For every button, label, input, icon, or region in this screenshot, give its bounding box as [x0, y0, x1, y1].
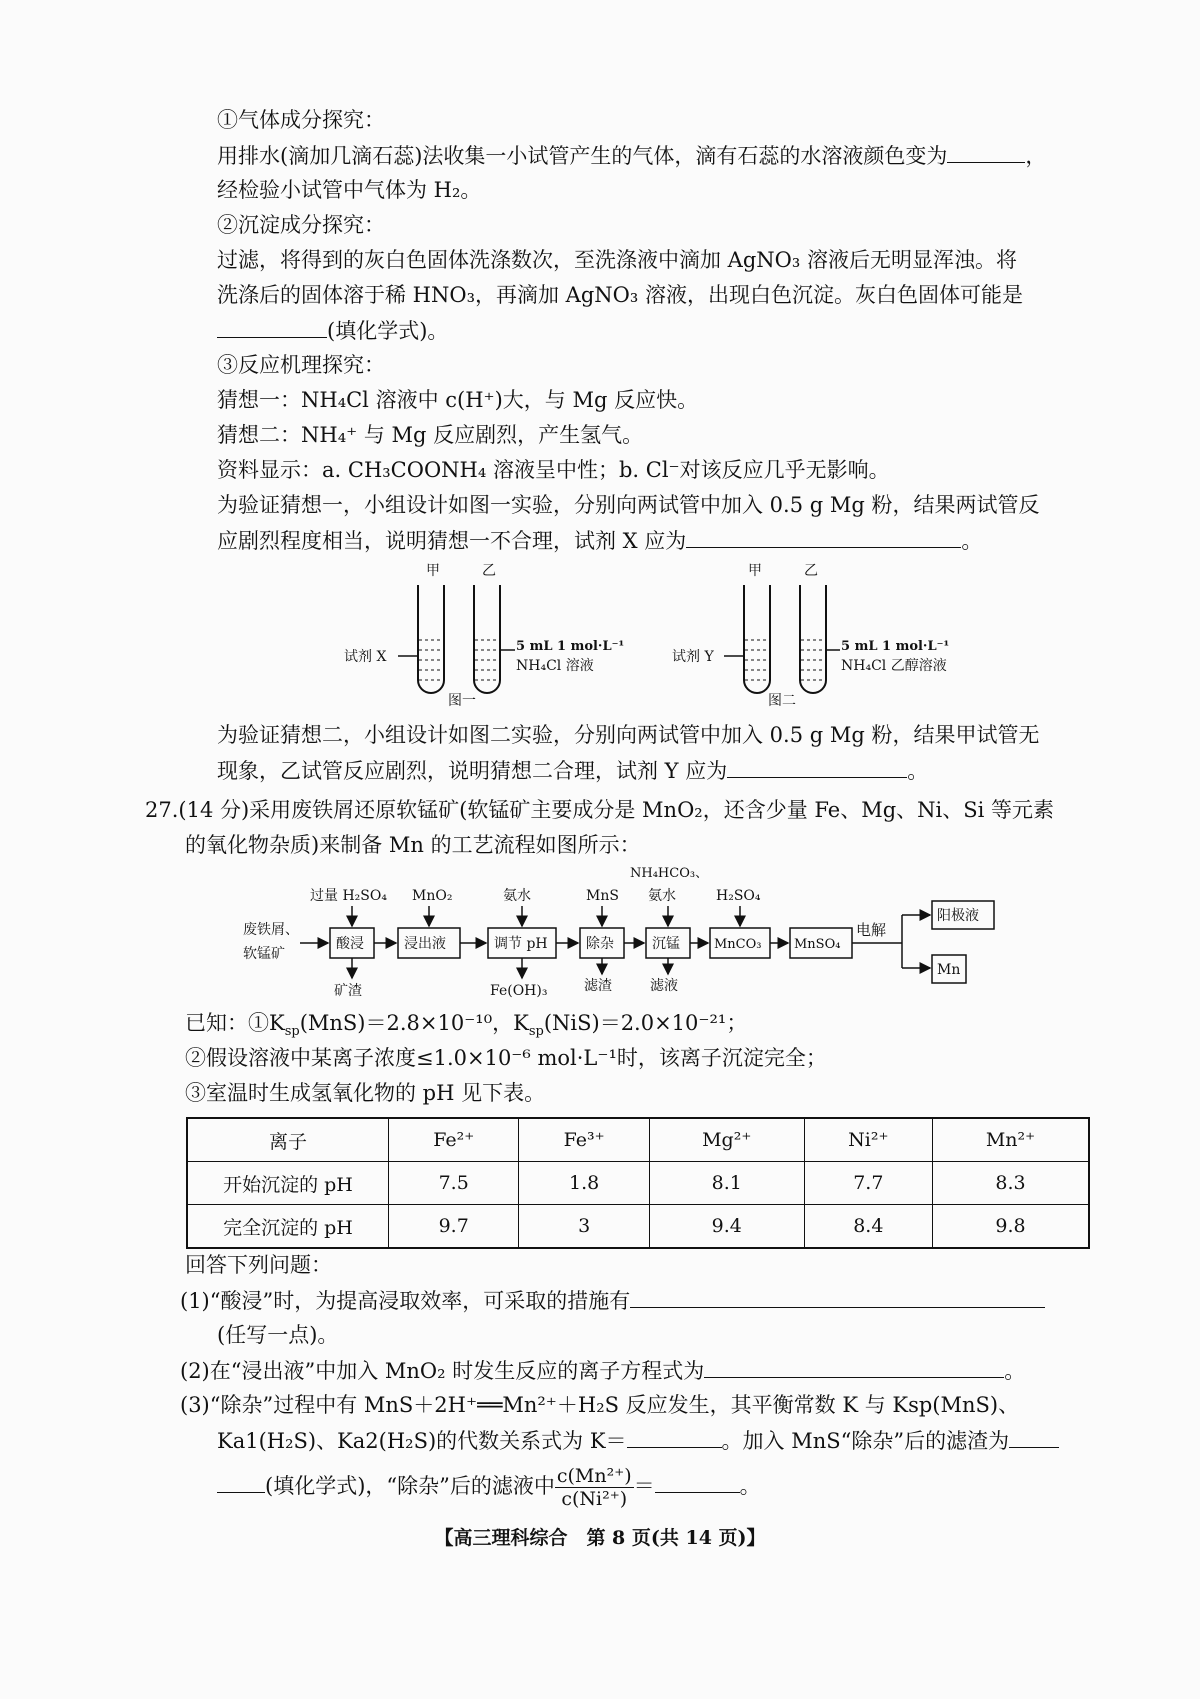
verify2-text: 现象，乙试管反应剧烈，说明猜想二合理，试剂 Y 应为	[217, 759, 728, 783]
verify1-line1: 为验证猜想一，小组设计如图一实验，分别向两试管中加入 0.5 g Mg 粉，结果两试管反	[217, 493, 1040, 517]
q27-intro-line2: 的氧化物杂质)来制备 Mn 的工艺流程如图所示：	[185, 833, 641, 857]
answer-blank[interactable]	[217, 1470, 265, 1493]
fraction-numerator: c(Mn²⁺)	[556, 1465, 632, 1487]
table-cell: 7.5	[389, 1162, 519, 1205]
raw-material-2: 软锰矿	[243, 946, 285, 962]
step-acid-leach: 酸浸	[336, 936, 364, 952]
step-mnco3: MnCO₃	[714, 937, 762, 952]
fig1-caption: 图一	[448, 693, 476, 709]
q1-line2: (任写一点)。	[217, 1323, 339, 1347]
q3-equals: ＝	[633, 1474, 655, 1498]
step-box-acid-leach	[330, 928, 374, 958]
table-row	[187, 1205, 1089, 1249]
step-box-adjust-ph	[488, 928, 556, 958]
input-mno2: MnO₂	[412, 888, 453, 904]
verify1-text: 应剧烈程度相当，说明猜想一不合理，试剂 X 应为	[217, 529, 687, 553]
q27-intro-line1: 27.(14 分)采用废铁屑还原软锰矿(软锰矿主要成分是 MnO₂，还含少量 Fe、Mg、Ni、Si 等元素	[145, 798, 1055, 822]
product-anolyte: 阳极液	[937, 908, 979, 924]
part3-heading: ③反应机理探究：	[217, 353, 385, 377]
part2-line1: 过滤，将得到的灰白色固体洗涤数次，至洗涤液中滴加 AgNO₃ 溶液后无明显浑浊。将	[217, 248, 1017, 272]
fig2-tube-a-label: 甲	[748, 563, 762, 579]
q2-end: 。	[1004, 1359, 1026, 1383]
verify2-end: 。	[907, 759, 929, 783]
q3-line1: (3)“除杂”过程中有 MnS＋2H⁺══Mn²⁺＋H₂S 反应发生，其平衡常数 K 与 Ksp(MnS)、	[180, 1393, 1020, 1417]
ph-table	[186, 1117, 1090, 1249]
questions-lead: 回答下列问题：	[185, 1253, 332, 1277]
known-1-sub2: sp	[528, 1024, 544, 1040]
step-box-mnco3	[710, 928, 770, 958]
step-box-mnso4	[790, 928, 852, 958]
output-filtrate: 滤液	[650, 978, 678, 994]
fig1-tube-b-label: 乙	[482, 563, 496, 579]
step-box-leachate	[398, 928, 460, 958]
known-1	[185, 1008, 747, 1047]
part2-heading: ②沉淀成分探究：	[217, 213, 385, 237]
known-1-a: 已知：①K	[185, 1011, 285, 1035]
known-1-b: (MnS)＝2.8×10⁻¹⁰，K	[299, 1011, 529, 1035]
table-cell: 8.1	[649, 1162, 804, 1205]
table-cell: 开始沉淀的 pH	[187, 1162, 389, 1205]
q3-end: 。	[739, 1474, 761, 1498]
q1-line1	[180, 1285, 1045, 1316]
known-3: ③室温时生成氢氧化物的 pH 见下表。	[185, 1081, 546, 1105]
table-cell: 7.7	[804, 1162, 932, 1205]
table-row	[187, 1162, 1089, 1205]
fig1-reagent-label: 试剂 X	[344, 649, 387, 665]
table-cell: 8.4	[804, 1205, 932, 1249]
table-cell: 8.3	[933, 1162, 1090, 1205]
answer-blank[interactable]	[655, 1470, 740, 1493]
step-box-precipitate-mn	[646, 928, 690, 958]
fig2-caption: 图二	[768, 693, 796, 709]
table-cell: 9.7	[389, 1205, 519, 1249]
table-header-cell: Mg²⁺	[649, 1118, 804, 1162]
step-precipitate-mn: 沉锰	[652, 936, 680, 952]
product-box-mn	[932, 955, 966, 983]
table-header-cell: Ni²⁺	[804, 1118, 932, 1162]
fig1-tube-a-label: 甲	[426, 563, 440, 579]
step-purify: 除杂	[586, 936, 614, 952]
answer-blank[interactable]	[1009, 1425, 1059, 1448]
input-mns: MnS	[586, 888, 619, 904]
output-feoh3: Fe(OH)₃	[490, 983, 548, 999]
table-header-cell: 离子	[187, 1118, 389, 1162]
step-box-purify	[580, 928, 624, 958]
part1-line1-end: ，	[1025, 144, 1047, 168]
part1-heading: ①气体成分探究：	[217, 108, 385, 132]
table-cell: 9.8	[933, 1205, 1090, 1249]
table-cell: 3	[519, 1205, 649, 1249]
info-text: 资料显示：a. CH₃COONH₄ 溶液呈中性；b. Cl⁻对该反应几乎无影响。	[217, 458, 890, 482]
table-header-row	[187, 1118, 1089, 1162]
table-header-cell: Mn²⁺	[933, 1118, 1090, 1162]
electrolysis-label: 电解	[856, 921, 887, 939]
q3-text-b: 。加入 MnS“除杂”后的滤渣为	[721, 1429, 1010, 1453]
fig1-solution-line2: NH₄Cl 溶液	[516, 658, 594, 674]
guess-1: 猜想一：NH₄Cl 溶液中 c(H⁺)大，与 Mg 反应快。	[217, 388, 699, 412]
product-box-anolyte	[932, 901, 994, 929]
known-1-c: (NiS)＝2.0×10⁻²¹；	[543, 1011, 748, 1035]
part2-line3-text: (填化学式)。	[327, 319, 449, 343]
answer-blank[interactable]	[630, 1285, 1045, 1308]
input-ammonia-2: 氨水	[648, 888, 676, 904]
fig2-tube-b-label: 乙	[804, 563, 818, 579]
answer-blank[interactable]	[627, 1425, 722, 1448]
table-header-cell: Fe²⁺	[389, 1118, 519, 1162]
part1-text: 用排水(滴加几滴石蕊)法收集一小试管产生的气体，滴有石蕊的水溶液颜色变为	[217, 144, 948, 168]
step-leachate: 浸出液	[404, 936, 446, 952]
table-cell: 1.8	[519, 1162, 649, 1205]
output-ore-residue: 矿渣	[334, 983, 362, 999]
fig2-solution-line2: NH₄Cl 乙醇溶液	[841, 658, 947, 674]
verify1-end: 。	[961, 529, 983, 553]
input-h2so4: 过量 H₂SO₄	[310, 888, 387, 904]
step-adjust-ph: 调节 pH	[494, 936, 548, 952]
q2-line	[180, 1355, 1025, 1386]
output-filter-residue: 滤渣	[584, 978, 612, 994]
product-mn: Mn	[937, 962, 961, 978]
fraction-denominator: c(Ni²⁺)	[561, 1488, 628, 1510]
table-header-cell: Fe³⁺	[519, 1118, 649, 1162]
fig2-reagent-label: 试剂 Y	[672, 649, 714, 665]
q3-line3	[217, 1465, 761, 1510]
step-mnso4: MnSO₄	[794, 937, 841, 952]
q3-text-c: (填化学式)，“除杂”后的滤液中	[265, 1474, 555, 1498]
input-nh4hco3: NH₄HCO₃、	[630, 866, 709, 881]
answer-blank[interactable]	[704, 1355, 1004, 1378]
input-ammonia: 氨水	[503, 888, 531, 904]
verify2-line1: 为验证猜想二，小组设计如图二实验，分别向两试管中加入 0.5 g Mg 粉，结果甲试管无	[217, 723, 1040, 747]
q1-text: (1)“酸浸”时，为提高浸取效率，可采取的措施有	[180, 1289, 631, 1313]
q3-text-a: Ka1(H₂S)、Ka2(H₂S)的代数关系式为 K＝	[217, 1429, 627, 1453]
known-1-sub: sp	[284, 1024, 300, 1040]
page-footer: 【高三理科综合 第 8 页(共 14 页)】	[434, 1527, 766, 1549]
ratio-fraction	[555, 1465, 634, 1510]
q3-line2	[217, 1425, 1059, 1456]
q2-text: (2)在“浸出液”中加入 MnO₂ 时发生反应的离子方程式为	[180, 1359, 705, 1383]
table-cell: 完全沉淀的 pH	[187, 1205, 389, 1249]
known-2: ②假设溶液中某离子浓度≤1.0×10⁻⁶ mol·L⁻¹时，该离子沉淀完全；	[185, 1046, 827, 1070]
fig2-solution-line1: 5 mL 1 mol·L⁻¹	[841, 639, 950, 654]
input-h2so4-2: H₂SO₄	[716, 888, 761, 904]
raw-material-1: 废铁屑、	[243, 922, 299, 938]
part1-line2: 经检验小试管中气体为 H₂。	[217, 178, 482, 202]
part2-line2: 洗涤后的固体溶于稀 HNO₃，再滴加 AgNO₃ 溶液，出现白色沉淀。灰白色固体可能是	[217, 283, 1023, 307]
guess-2: 猜想二：NH₄⁺ 与 Mg 反应剧烈，产生氢气。	[217, 423, 644, 447]
table-cell: 9.4	[649, 1205, 804, 1249]
fig1-solution-line1: 5 mL 1 mol·L⁻¹	[516, 639, 625, 654]
